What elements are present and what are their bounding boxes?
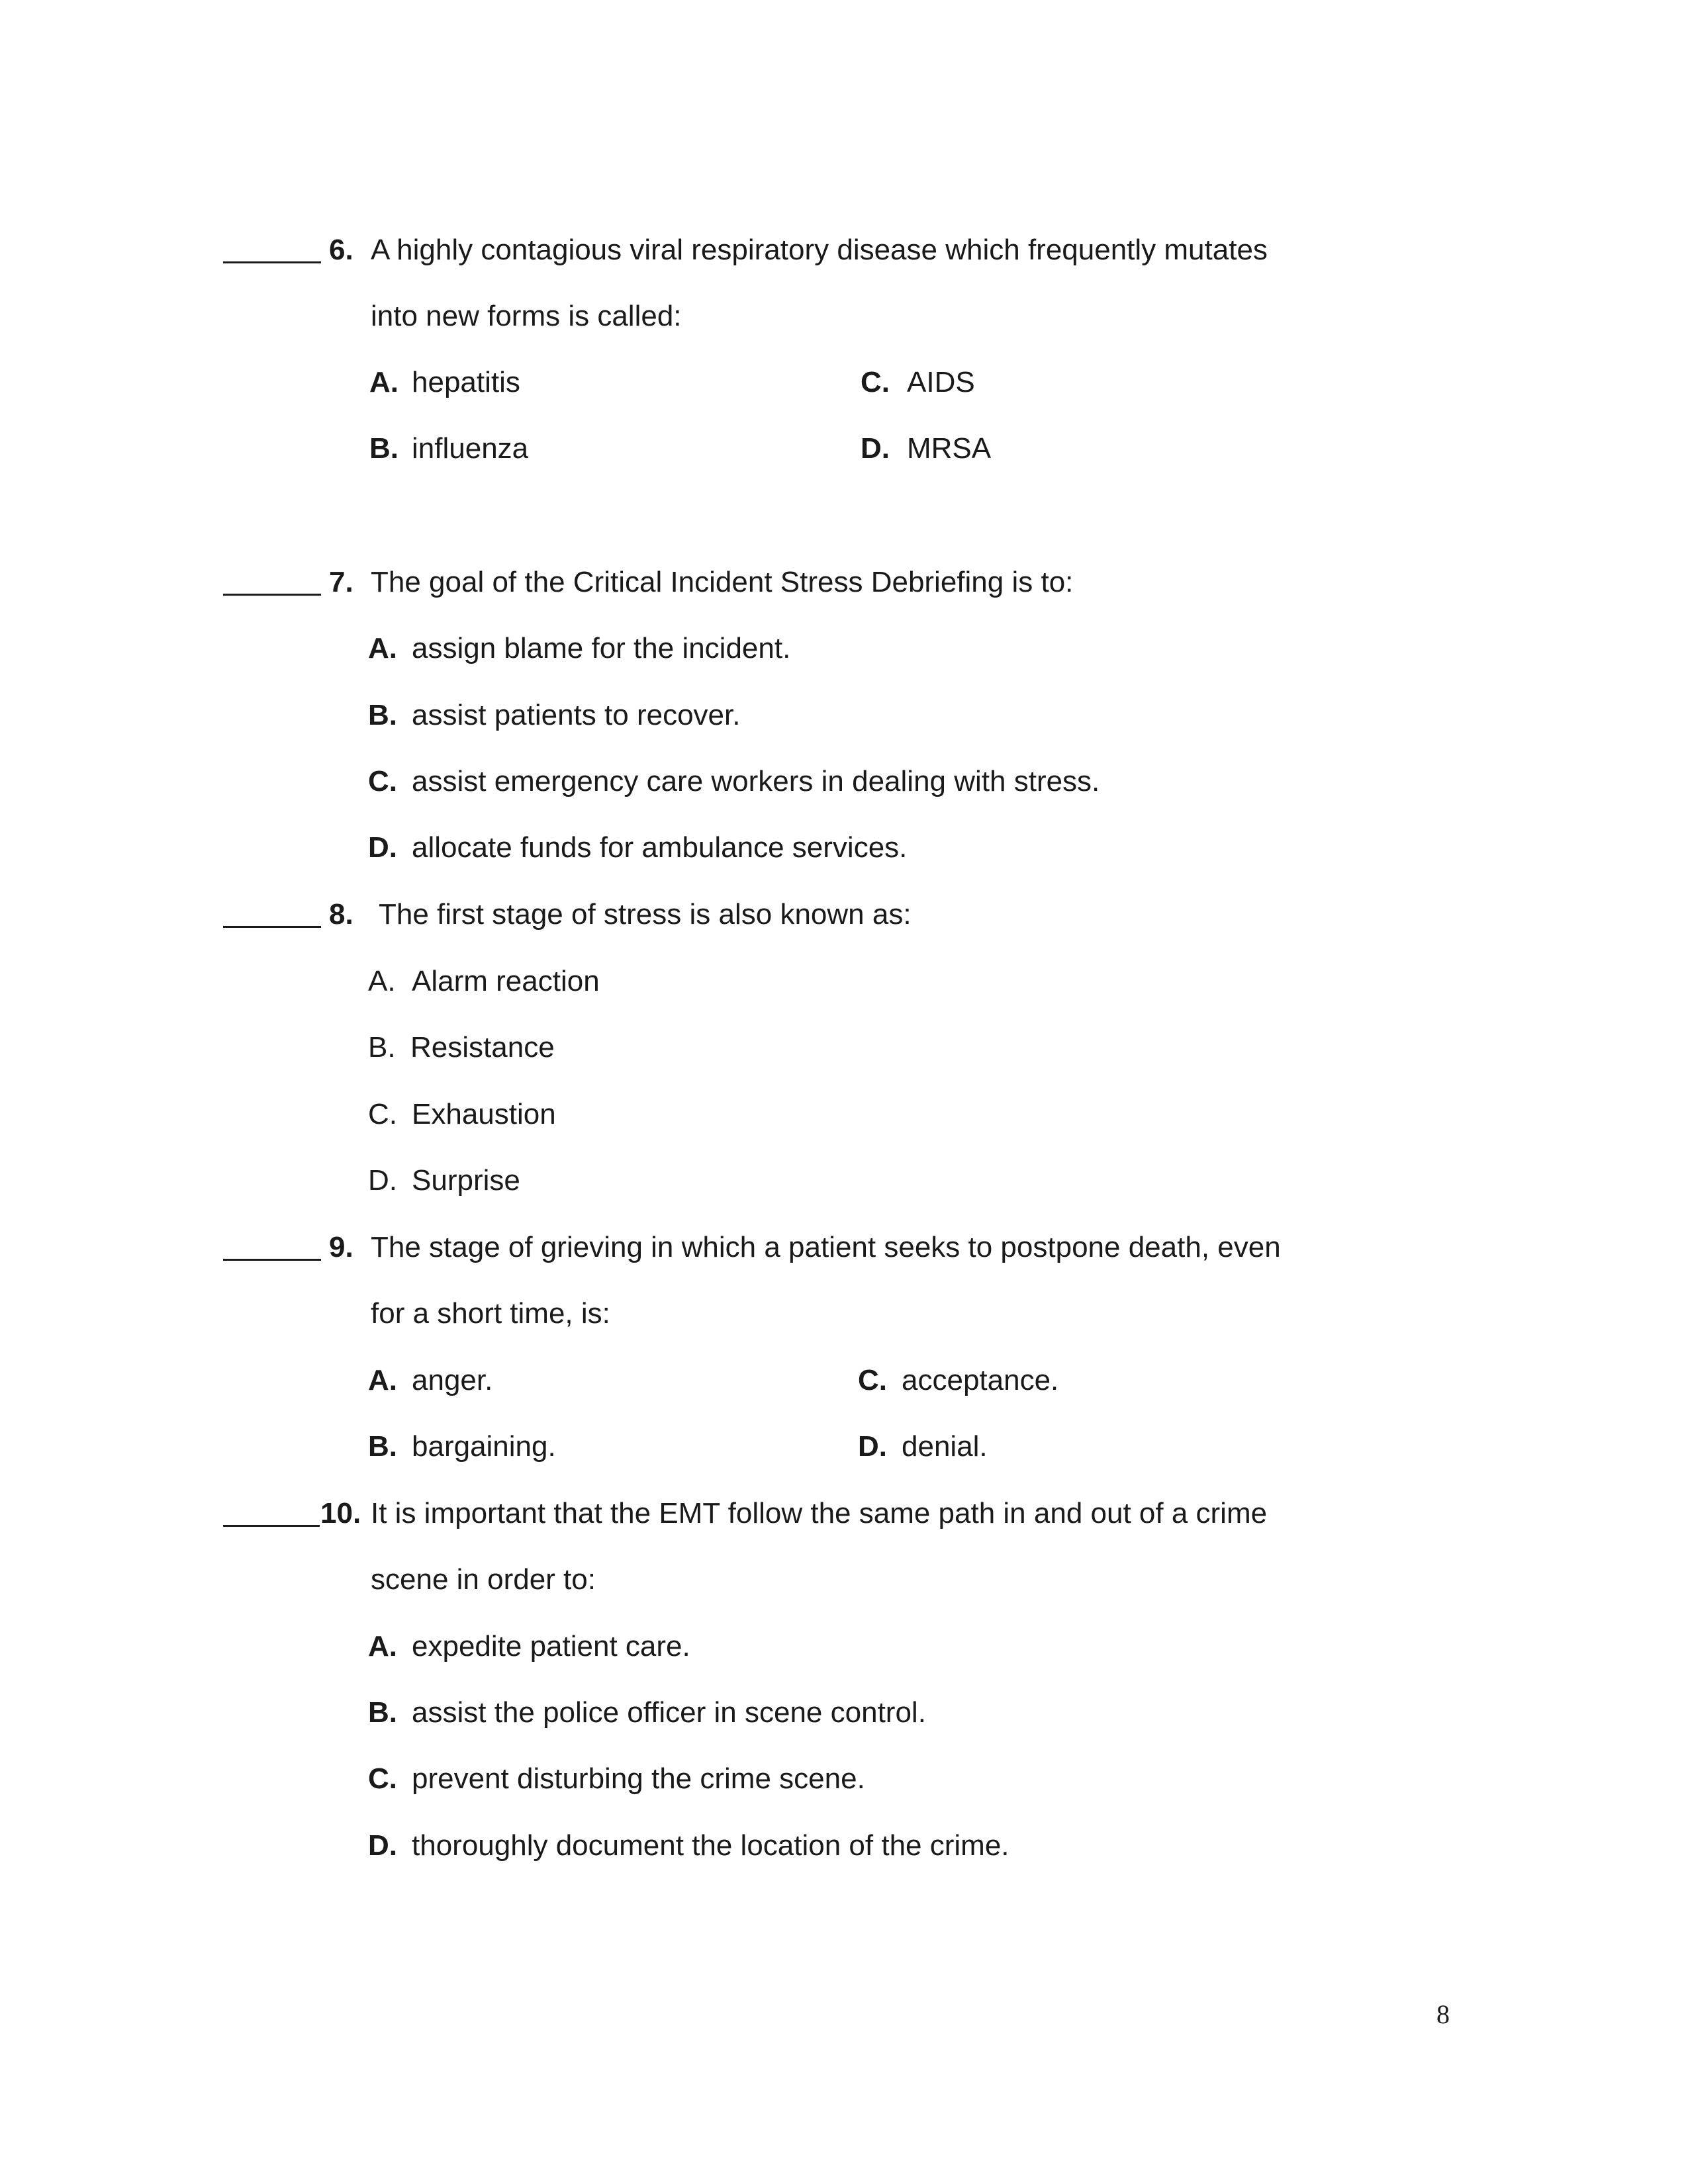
question-8-stem-line1: The first stage of stress is also known as:: [379, 898, 912, 931]
q9-option-b-text: bargaining.: [412, 1430, 556, 1463]
q10-option-d-letter: D.: [368, 1829, 397, 1862]
q6-option-d-letter: D.: [861, 432, 890, 465]
q8-option-b-text: Resistance: [410, 1031, 555, 1064]
q6-option-b-letter: B.: [369, 432, 399, 465]
q7-option-b-letter: B.: [368, 699, 397, 731]
q8-option-a-letter: A.: [368, 965, 396, 997]
question-number-7: 7.: [329, 566, 353, 598]
question-10-stem-line1: It is important that the EMT follow the same path in and out of a crime: [371, 1497, 1268, 1529]
q8-option-c-text: Exhaustion: [412, 1098, 556, 1130]
q9-option-b-letter: B.: [368, 1430, 397, 1463]
question-9-stem-line2: for a short time, is:: [371, 1297, 610, 1330]
q9-option-d-letter: D.: [858, 1430, 887, 1463]
q7-option-a-text: assign blame for the incident.: [412, 632, 791, 664]
q6-option-c-text: AIDS: [907, 366, 975, 398]
question-9-stem-line1: The stage of grieving in which a patient seeks to postpone death, even: [371, 1231, 1281, 1263]
answer-blank-7[interactable]: [223, 594, 321, 596]
q8-option-c-letter: C.: [368, 1098, 397, 1130]
q8-option-b-letter: B.: [368, 1031, 396, 1064]
q6-option-a-letter: A.: [369, 366, 399, 398]
answer-blank-10[interactable]: [223, 1525, 320, 1527]
q9-option-c-letter: C.: [858, 1364, 887, 1396]
question-number-10: 10.: [320, 1497, 361, 1529]
q9-option-a-letter: A.: [368, 1364, 397, 1396]
q7-option-c-text: assist emergency care workers in dealing with stress.: [412, 765, 1100, 797]
q9-option-c-text: acceptance.: [902, 1364, 1059, 1396]
question-7-stem-line1: The goal of the Critical Incident Stress Debriefing is to:: [371, 566, 1074, 598]
q10-option-b-text: assist the police officer in scene control.: [412, 1696, 926, 1729]
q7-option-b-text: assist patients to recover.: [412, 699, 741, 731]
q10-option-c-letter: C.: [368, 1762, 397, 1795]
q9-option-d-text: denial.: [902, 1430, 988, 1463]
question-6-stem-line1: A highly contagious viral respiratory disease which frequently mutates: [371, 234, 1268, 266]
q9-option-a-text: anger.: [412, 1364, 493, 1396]
q8-option-d-letter: D.: [368, 1164, 397, 1197]
answer-blank-6[interactable]: [223, 261, 321, 263]
question-10-stem-line2: scene in order to:: [371, 1563, 596, 1596]
q10-option-a-letter: A.: [368, 1630, 397, 1662]
question-number-9: 9.: [329, 1231, 353, 1263]
q7-option-a-letter: A.: [368, 632, 397, 664]
q10-option-d-text: thoroughly document the location of the crime.: [412, 1829, 1009, 1862]
q7-option-d-text: allocate funds for ambulance services.: [412, 831, 908, 864]
q8-option-d-text: Surprise: [412, 1164, 520, 1197]
question-number-8: 8.: [329, 898, 353, 931]
q6-option-c-letter: C.: [861, 366, 890, 398]
answer-blank-9[interactable]: [223, 1259, 321, 1261]
q6-option-a-text: hepatitis: [412, 366, 520, 398]
q10-option-b-letter: B.: [368, 1696, 397, 1729]
question-6-stem-line2: into new forms is called:: [371, 300, 682, 332]
q7-option-c-letter: C.: [368, 765, 397, 797]
q6-option-d-text: MRSA: [907, 432, 992, 465]
page-number: 8: [1436, 1999, 1450, 2029]
q10-option-c-text: prevent disturbing the crime scene.: [412, 1762, 865, 1795]
q8-option-a-text: Alarm reaction: [412, 965, 600, 997]
q7-option-d-letter: D.: [368, 831, 397, 864]
q10-option-a-text: expedite patient care.: [412, 1630, 690, 1662]
question-number-6: 6.: [329, 234, 353, 266]
answer-blank-8[interactable]: [223, 926, 321, 928]
q6-option-b-text: influenza: [412, 432, 529, 465]
